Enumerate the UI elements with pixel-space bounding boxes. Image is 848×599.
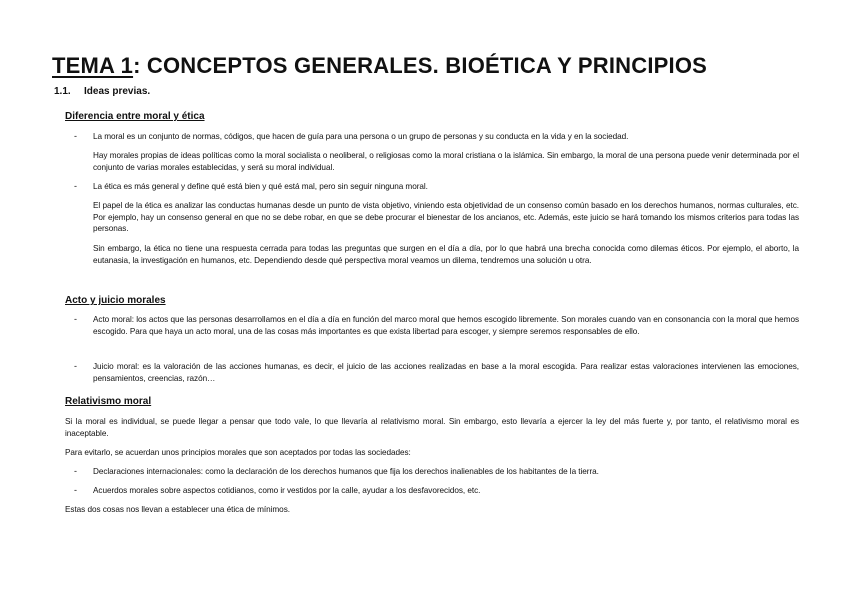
- section-heading-diferencia: Diferencia entre moral y ética: [65, 111, 205, 122]
- page-title: [52, 53, 707, 79]
- paragraph-declaraciones: Declaraciones internacionales: como la declaración de los derechos humanos que fija los derechos inalienables de los habitantes de la tierra.: [93, 467, 599, 476]
- bullet-marker: -: [74, 466, 77, 476]
- title-text: : CONCEPTOS GENERALES. BIOÉTICA Y PRINCIPIOS: [133, 53, 708, 78]
- paragraph-juicio-moral: Juicio moral: es la valoración de las acciones humanas, es decir, el juicio de las acciones realizadas en base a la moral escogida. Para realizar estas valoraciones intervienen las emociones, pensamientos, creencias, razón…: [93, 362, 799, 383]
- paragraph-etica-minimos: Estas dos cosas nos llevan a establecer una ética de mínimos.: [65, 505, 290, 514]
- subsection-heading: [54, 86, 150, 97]
- subsection-number: 1.1.: [54, 86, 71, 97]
- title-topic-number: TEMA 1: [52, 53, 134, 78]
- bullet-marker: -: [74, 485, 77, 495]
- bullet-marker: -: [74, 131, 77, 141]
- paragraph-evitarlo: Para evitarlo, se acuerdan unos principios morales que son aceptados por todas las sociedades:: [65, 448, 411, 457]
- paragraph-acuerdos: Acuerdos morales sobre aspectos cotidianos, como ir vestidos por la calle, ayudar a los desfavorecidos, etc.: [93, 486, 481, 495]
- paragraph-dilemas-eticos: Sin embargo, la ética no tiene una respuesta cerrada para todas las preguntas que surgen en el día a día, por lo que habrá una brecha conocida como dilemas éticos. Por ejemplo, el aborto, la eutanasia, la investigación en humanos, etc. Dependiendo desde qué perspectiva moral veamos un dilema, tendremos una solución u otra.: [93, 244, 799, 265]
- bullet-marker: -: [74, 361, 77, 371]
- paragraph-papel-etica: El papel de la ética es analizar las conductas humanas desde un punto de vista objetivo, viniendo esta objetividad de un consenso común basado en los derechos humanos, normas culturales, etc. Por ejemplo, hay un consenso general en que no se debe robar, en que se debe procurar el bienestar de los ancianos, etc. Además, este juicio se hará tomando los mismos criterios para todas las personas.: [93, 201, 799, 233]
- paragraph-moral-definicion: La moral es un conjunto de normas, códigos, que hacen de guía para una persona o un grupo de personas y su conducta en la vida y en la sociedad.: [93, 132, 629, 141]
- section-heading-relativismo: Relativismo moral: [65, 396, 152, 407]
- paragraph-relativismo: Si la moral es individual, se puede llegar a pensar que todo vale, lo que llevaría al relativismo moral. Sin embargo, esto llevaría a ejercer la ley del más fuerte y, por tanto, el relativismo moral es inaceptable.: [65, 417, 799, 438]
- subsection-label: Ideas previas.: [84, 86, 151, 97]
- section-heading-acto: Acto y juicio morales: [65, 295, 166, 306]
- bullet-marker: -: [74, 314, 77, 324]
- paragraph-acto-moral: Acto moral: los actos que las personas desarrollamos en el día a día en función del marco moral que hemos escogido libremente. Son morales cuando van en consonancia con la moral que hemos escogido. Para que haya un acto moral, una de las cosas más importantes es que exista libertad para escoger, y siempre seremos responsables de ello.: [93, 315, 799, 336]
- paragraph-etica-general: La ética es más general y define qué está bien y qué está mal, pero sin seguir ninguna moral.: [93, 182, 428, 191]
- bullet-marker: -: [74, 181, 77, 191]
- paragraph-morales-propias: Hay morales propias de ideas políticas como la moral socialista o neoliberal, o religiosas como la moral cristiana o la islámica. Sin embargo, la moral de una persona puede venir determinada por el conjunto de varias morales establecidas, y será su moral individual.: [93, 151, 799, 172]
